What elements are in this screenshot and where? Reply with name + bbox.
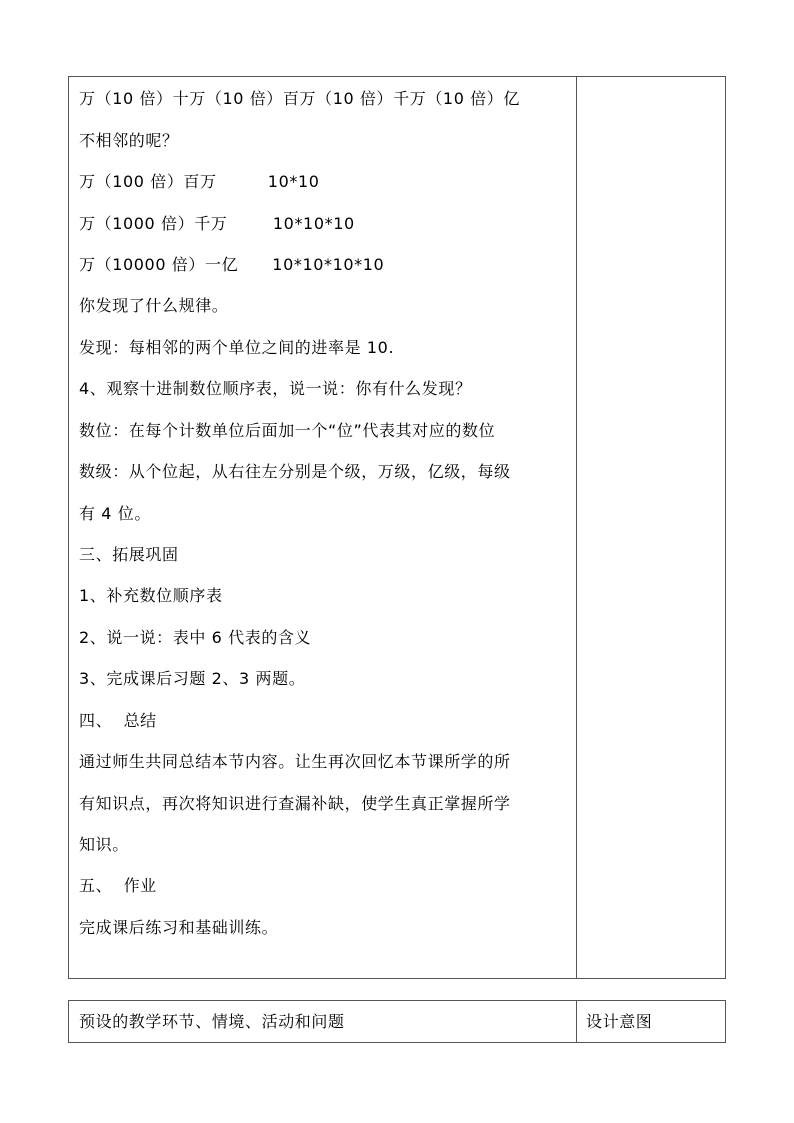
text-line: 你发现了什么规律。 <box>79 296 229 315</box>
text-line: 1、补充数位顺序表 <box>79 586 223 605</box>
text-line: 通过师生共同总结本节内容。让生再次回忆本节课所学的所 <box>79 752 511 771</box>
text-line: 完成课后练习和基础训练。 <box>79 918 279 937</box>
text-line: 万（10000 倍）一亿 10*10*10*10 <box>79 255 385 274</box>
text-line: 4、观察十进制数位顺序表，说一说：你有什么发现？ <box>79 379 472 398</box>
lesson-table <box>68 76 726 979</box>
text-line: 有 4 位。 <box>79 504 151 523</box>
text-line: 有知识点，再次将知识进行查漏补缺，使学生真正掌握所学 <box>79 794 511 813</box>
text-line: 万（1000 倍）千万 10*10*10 <box>79 214 355 233</box>
text-line: 3、完成课后习题 2、3 两题。 <box>79 669 306 688</box>
header-table <box>68 1000 726 1043</box>
section-heading: 五、 作业 <box>79 876 157 895</box>
design-intent-header: 设计意图 <box>586 1012 653 1031</box>
text-line: 不相邻的呢？ <box>79 131 179 150</box>
column-divider <box>576 1001 577 1042</box>
section-heading: 四、 总结 <box>79 711 157 730</box>
column-divider <box>576 77 577 978</box>
text-line: 万（10 倍）十万（10 倍）百万（10 倍）千万（10 倍）亿 <box>79 89 520 108</box>
section-heading: 三、拓展巩固 <box>79 545 179 564</box>
text-line: 2、说一说：表中 6 代表的含义 <box>79 628 312 647</box>
text-line: 万（100 倍）百万 10*10 <box>79 172 320 191</box>
text-line: 数位：在每个计数单位后面加一个“位”代表其对应的数位 <box>79 421 496 440</box>
text-line: 发现：每相邻的两个单位之间的进率是 10. <box>79 338 395 357</box>
text-line: 知识。 <box>79 835 129 854</box>
text-line: 数级：从个位起，从右往左分别是个级，万级，亿级，每级 <box>79 462 511 481</box>
teaching-steps-header: 预设的教学环节、情境、活动和问题 <box>79 1012 345 1031</box>
